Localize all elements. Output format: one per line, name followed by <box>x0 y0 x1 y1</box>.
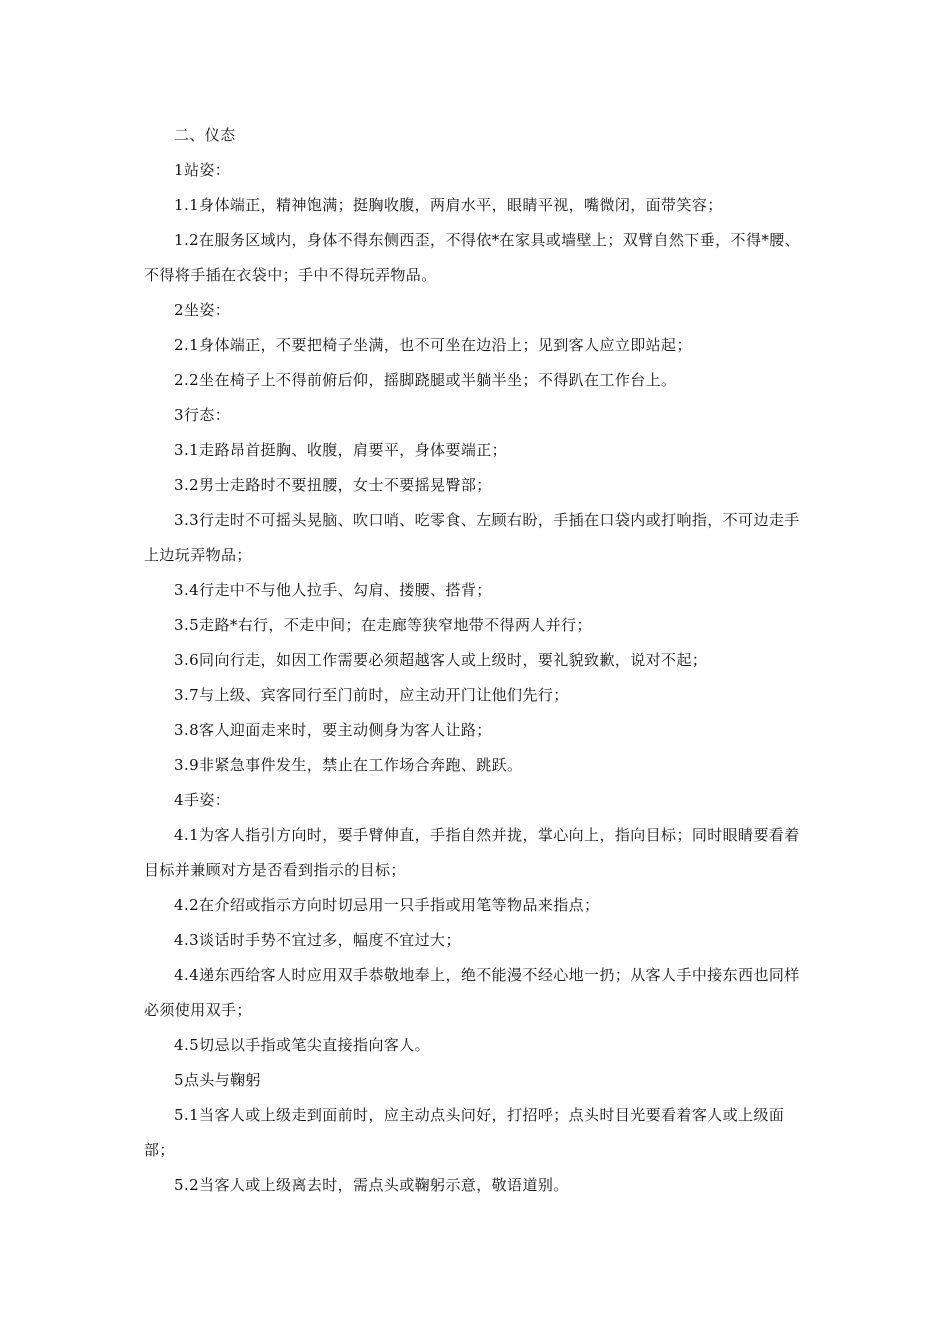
paragraph: 4.1为客人指引方向时，要手臂伸直，手指自然并拢，掌心向上，指向目标；同时眼睛要看着目标并兼顾对方是否看到指示的目标； <box>144 826 800 879</box>
paragraph: 3.5走路*右行，不走中间；在走廊等狭窄地带不得两人并行； <box>174 616 592 634</box>
paragraph: 4.2在介绍或指示方向时切忌用一只手指或用笔等物品来指点； <box>174 896 600 914</box>
subsection-heading: 4手姿： <box>174 791 231 809</box>
paragraph: 1.2在服务区域内，身体不得东侧西歪，不得依*在家具或墙壁上；双臂自然下垂，不得*腰、不得将手插在衣袋中；手中不得玩弄物品。 <box>144 231 801 284</box>
paragraph: 4.3谈话时手势不宜过多，幅度不宜过大； <box>174 931 461 949</box>
paragraph: 3.9非紧急事件发生，禁止在工作场合奔跑、跳跃。 <box>174 756 523 774</box>
paragraph: 2.1身体端正，不要把椅子坐满，也不可坐在边沿上；见到客人应立即站起； <box>174 336 692 354</box>
paragraph: 3.2男士走路时不要扭腰，女士不要摇晃臀部； <box>174 476 492 494</box>
paragraph: 3.6同向行走，如因工作需要必须超越客人或上级时，要礼貌致歉，说对不起； <box>174 651 708 669</box>
paragraph: 1.1身体端正，精神饱满；挺胸收腹，两肩水平，眼睛平视，嘴微闭，面带笑容； <box>174 196 723 214</box>
paragraph: 4.4递东西给客人时应用双手恭敬地奉上，绝不能漫不经心地一扔；从客人手中接东西也同样必须使用双手； <box>144 966 800 1019</box>
document-body <box>144 118 804 1203</box>
paragraph: 3.7与上级、宾客同行至门前时，应主动开门让他们先行； <box>174 686 569 704</box>
paragraph: 3.4行走中不与他人拉手、勾肩、搂腰、搭背； <box>174 581 492 599</box>
paragraph: 5.2当客人或上级离去时，需点头或鞠躬示意，敬语道别。 <box>174 1176 569 1194</box>
paragraph: 4.5切忌以手指或笔尖直接指向客人。 <box>174 1036 431 1054</box>
paragraph: 5.1当客人或上级走到面前时，应主动点头问好，打招呼；点头时目光要看着客人或上级面部； <box>144 1106 785 1159</box>
paragraph: 3.1走路昂首挺胸、收腹，肩要平，身体要端正； <box>174 441 508 459</box>
subsection-heading: 5点头与鞠躬 <box>174 1071 261 1089</box>
paragraph: 3.8客人迎面走来时，要主动侧身为客人让路； <box>174 721 492 739</box>
section-heading: 二、仪态 <box>174 126 236 144</box>
paragraph: 2.2坐在椅子上不得前俯后仰，摇脚跷腿或半躺半坐；不得趴在工作台上。 <box>174 371 677 389</box>
paragraph: 3.3行走时不可摇头晃脑、吹口哨、吃零食、左顾右盼，手插在口袋内或打响指，不可边走手上边玩弄物品； <box>144 511 800 564</box>
subsection-heading: 2坐姿： <box>174 301 231 319</box>
subsection-heading: 1站姿： <box>174 161 231 179</box>
subsection-heading: 3行态： <box>174 406 231 424</box>
